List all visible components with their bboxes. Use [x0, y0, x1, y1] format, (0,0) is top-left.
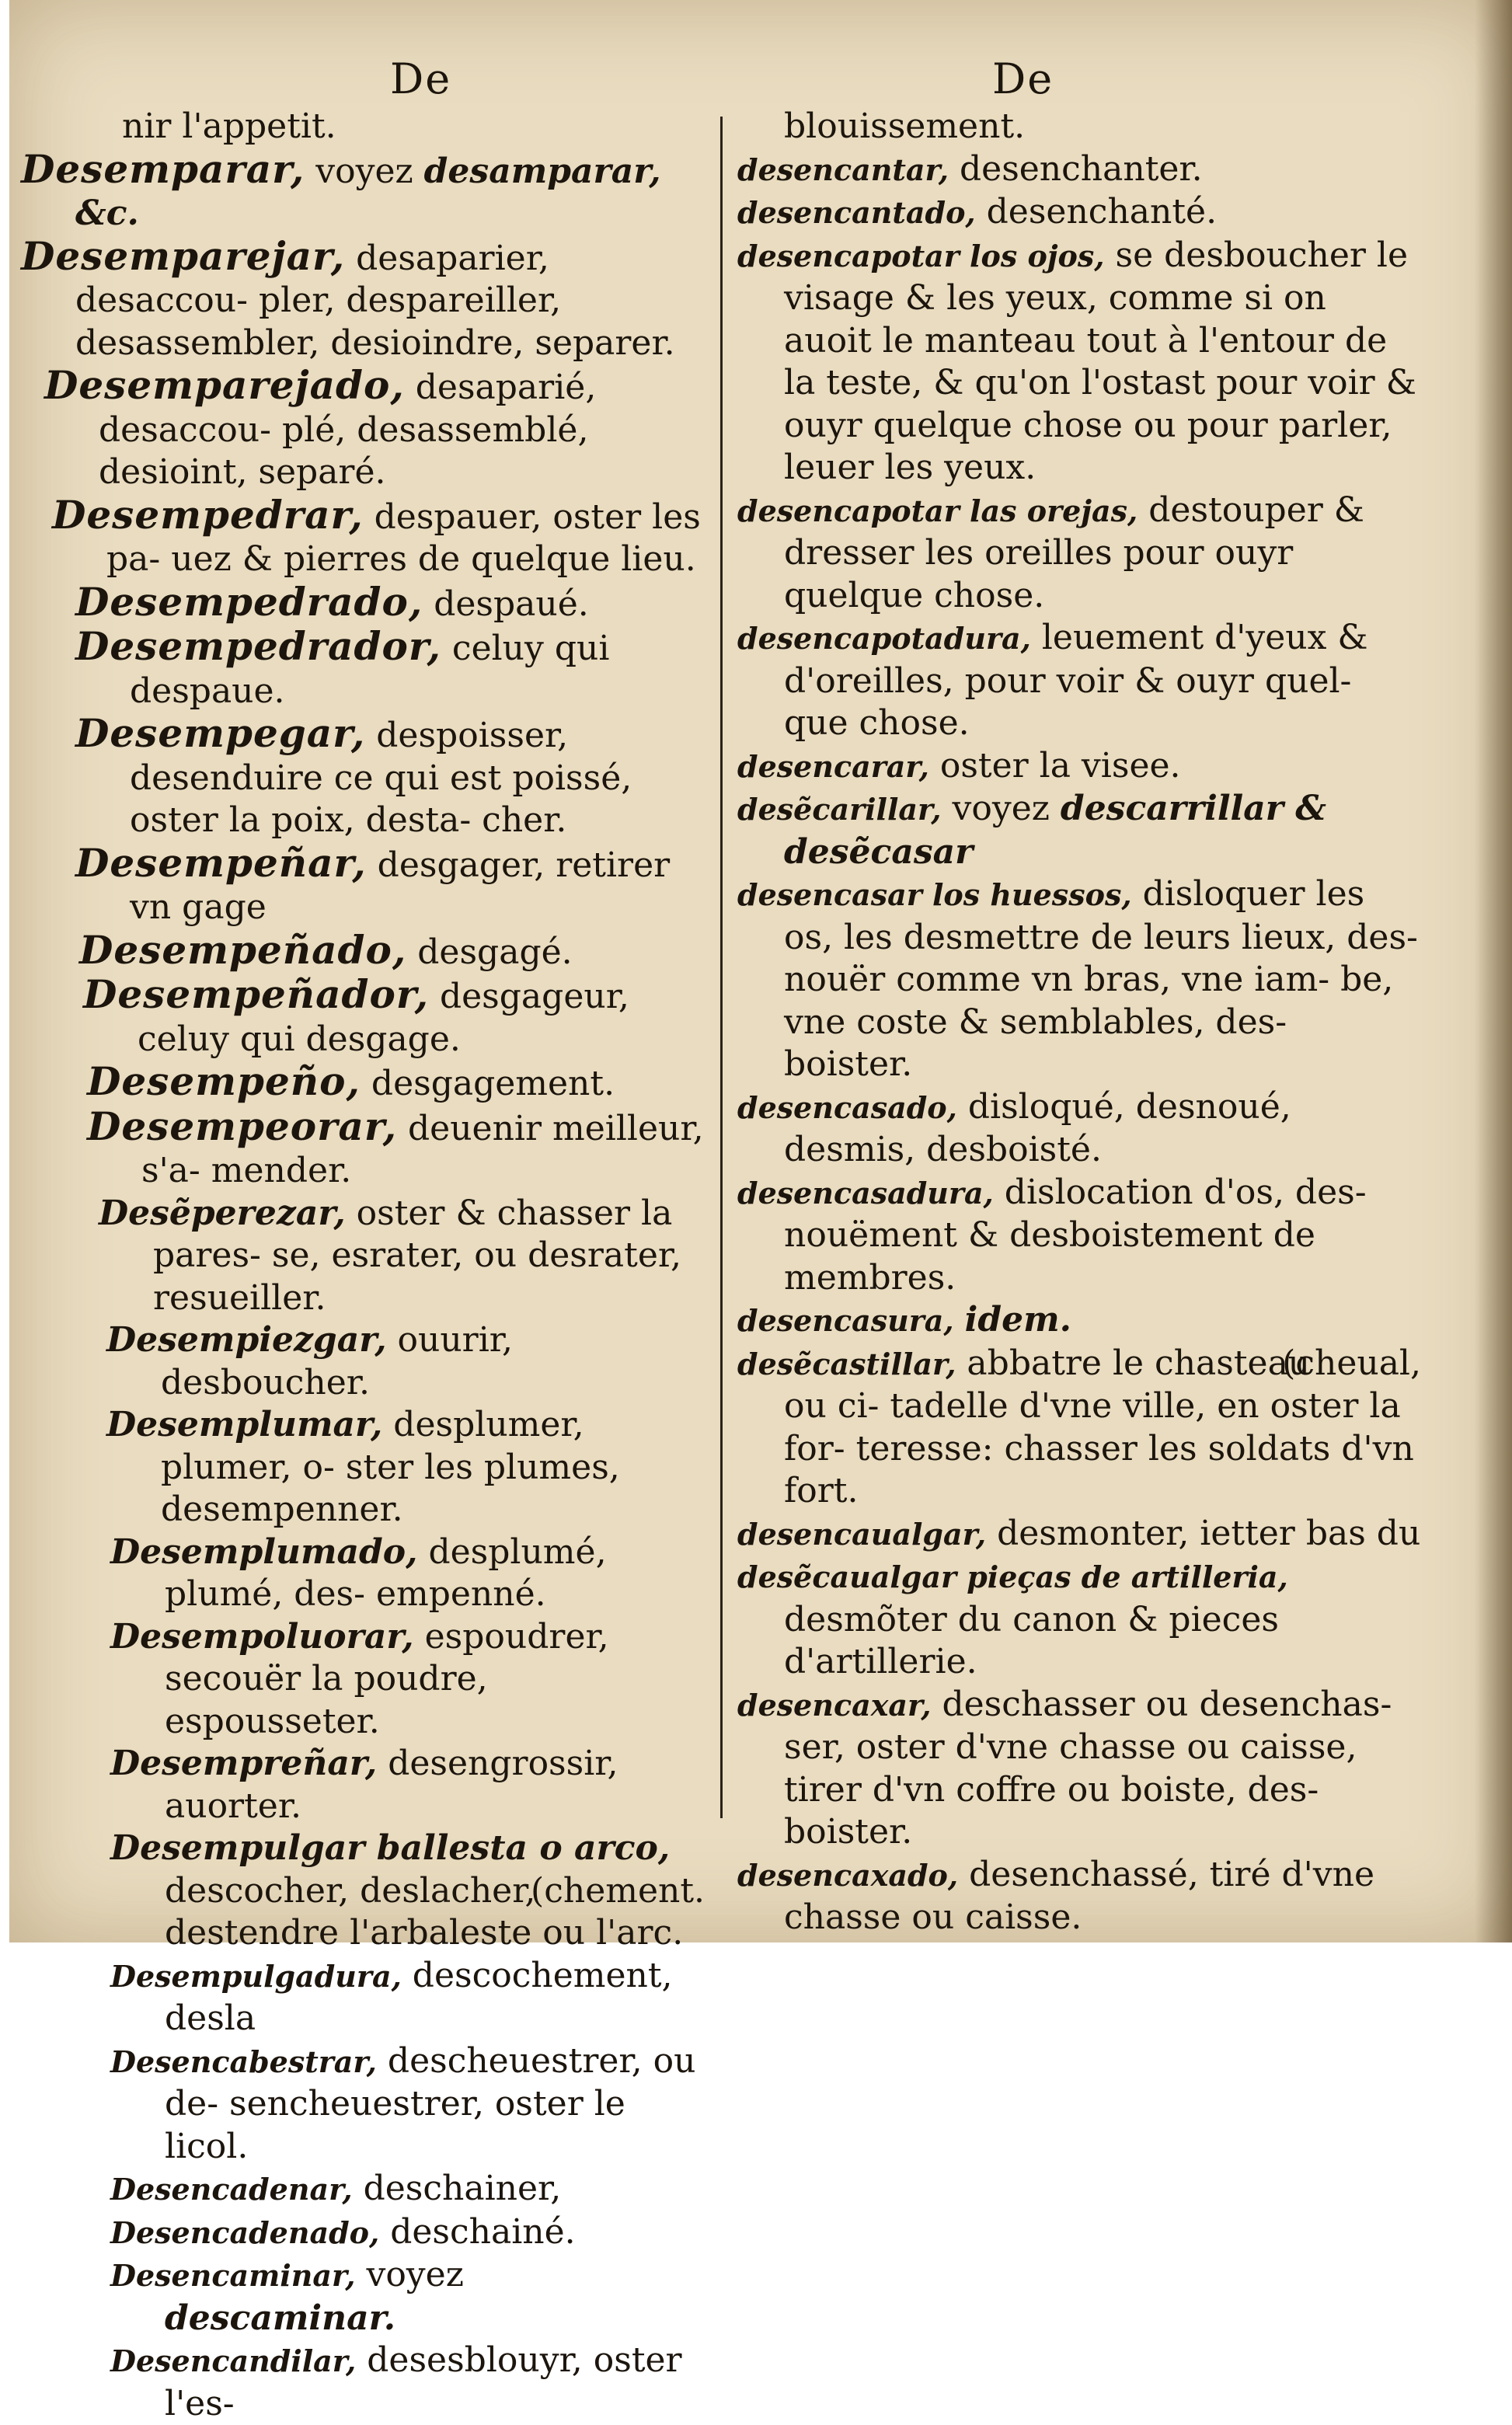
entry-headword: Desemparar,	[21, 145, 305, 192]
page-edge-shadow	[1475, 0, 1512, 1942]
entry-headword: desencasado,	[737, 1089, 957, 1125]
entry-headword: desencaxado,	[737, 1857, 959, 1893]
dictionary-entry	[21, 1058, 705, 1106]
dictionary-entry	[21, 1827, 705, 1955]
entry-definition: blouissement.	[784, 106, 1026, 146]
entry-definition: desaparier, desaccou- pler, despareiller, desassembler, desioindre, separer.	[75, 238, 675, 363]
entry-definition: espoudrer, secouër la poudre, espousseter.	[165, 1616, 609, 1741]
dictionary-entry	[737, 1343, 1421, 1513]
right-column	[737, 106, 1421, 1939]
entry-definition: desenchanté.	[975, 192, 1218, 232]
entry-definition: ouurir, desboucher.	[161, 1320, 513, 1402]
dictionary-entry	[21, 1531, 705, 1616]
dictionary-entry	[21, 2254, 705, 2340]
entry-headword: Desencadenar,	[110, 2172, 353, 2207]
entry-headword: desencarar,	[737, 748, 929, 784]
dictionary-entry	[21, 1404, 705, 1531]
entry-headword: Desempulgar ballesta o arco,	[110, 1828, 671, 1868]
dictionary-entry	[737, 1854, 1421, 1939]
entry-definition: descochement, desla	[165, 1955, 673, 2038]
book-page	[9, 0, 1512, 2423]
entry-definition: leuement d'yeux & d'oreilles, pour voir & ouyr quel- que chose.	[784, 618, 1368, 743]
entry-cross-reference: descaminar.	[165, 2298, 396, 2338]
dictionary-entry	[737, 873, 1421, 1086]
dictionary-entry	[737, 745, 1421, 789]
entry-headword: desencasadura,	[737, 1175, 994, 1211]
entry-definition: deuenir meilleur, s'a- mender.	[141, 1108, 704, 1190]
entry-definition: disloqué, desnoué, desmis, desboisté.	[784, 1086, 1291, 1169]
entry-headword: Desencadenado,	[110, 2214, 380, 2250]
entry-headword: desencaualgar,	[737, 1516, 987, 1552]
entry-definition: descocher, deslacher, destendre l'arbaleste ou l'arc.	[165, 1870, 684, 1953]
entry-definition: descheuestrer, ou de- sencheuestrer, oster le licol.	[165, 2040, 696, 2166]
entry-definition: dislocation d'os, des- nouëment & desboistement de membres.	[784, 1172, 1367, 1298]
entry-headword: Desempedrador,	[75, 623, 441, 669]
entry-definition: desaparié, desaccou- plé, desassemblé, desioint, separé.	[99, 368, 597, 492]
dictionary-entry	[737, 1513, 1421, 1556]
dictionary-entry	[737, 1556, 1421, 1684]
dictionary-entry	[21, 926, 705, 974]
entry-headword: desẽcarillar,	[737, 792, 942, 827]
entry-headword: Desencaminar,	[110, 2258, 356, 2293]
entry-definition	[954, 1300, 965, 1340]
dictionary-entry	[21, 1103, 705, 1193]
dictionary-entry	[21, 2040, 705, 2169]
entry-headword: Desempegar,	[75, 710, 366, 756]
entry-headword: Desempeño,	[87, 1058, 361, 1104]
entry-headword: desẽcaualgar pieças de artilleria,	[737, 1559, 1288, 1594]
entry-definition: despauer, oster les pa- uez & pierres de quelque lieu.	[106, 496, 701, 579]
entry-definition: oster la visee.	[928, 745, 1181, 786]
entry-definition: disloquer les os, les desmettre de leurs lieux, des- nouër comme vn bras, vne iam- be, vne coste & semblables, des- boister.	[784, 874, 1418, 1084]
dictionary-entry	[21, 1319, 705, 1404]
entry-overflow-note: (chement.	[531, 1870, 705, 1911]
dictionary-entry	[21, 2168, 705, 2211]
entry-definition: voyez	[355, 2255, 464, 2294]
dictionary-entry	[737, 490, 1421, 618]
dictionary-entry	[21, 145, 705, 235]
column-divider	[720, 117, 723, 1818]
entry-definition: destouper & dresser les oreilles pour ouyr quelque chose.	[784, 490, 1364, 615]
dictionary-entry	[737, 1299, 1421, 1343]
entry-definition: desenchanter.	[949, 148, 1203, 189]
dictionary-entry	[737, 1684, 1421, 1854]
left-column	[21, 106, 705, 2425]
entry-definition: nir l'appetit.	[122, 106, 336, 146]
dictionary-entry	[21, 106, 705, 148]
dictionary-entry	[21, 839, 705, 929]
entry-headword: Desempeñado,	[79, 926, 407, 973]
entry-definition: oster & chasser la pares- se, esrater, ou desrater, resueiller.	[153, 1193, 682, 1318]
entry-headword: desencantar,	[737, 152, 949, 187]
entry-headword: desencapotar los ojos,	[737, 238, 1105, 274]
entry-definition: desgager, retirer vn gage	[130, 845, 671, 927]
entry-headword: Desẽperezar,	[99, 1193, 346, 1233]
entry-definition: desenchassé, tiré d'vne chasse ou caisse.	[784, 1854, 1374, 1937]
entry-headword: desencapotadura,	[737, 621, 1031, 656]
dictionary-entry	[737, 617, 1421, 745]
entry-headword: Desemplumar,	[106, 1405, 383, 1444]
entry-headword: Desempeorar,	[87, 1103, 398, 1149]
dictionary-entry	[21, 1193, 705, 1320]
entry-definition: se desboucher le visage & les yeux, comme si on auoit le manteau tout à l'entour de la teste, & qu'on l'ostast pour voir & ouyr quelque chose ou pour parler, leuer les yeux.	[784, 235, 1416, 487]
entry-definition: despoisser, desenduire ce qui est poissé, oster la poix, desta- cher.	[130, 716, 632, 840]
entry-definition: desesblouyr, oster l'es-	[165, 2340, 682, 2423]
dictionary-entry	[21, 2340, 705, 2425]
entry-headword: Desempreñar,	[110, 1744, 378, 1783]
entry-definition: desplumé, plumé, des- empenné.	[165, 1531, 607, 1614]
dictionary-entry	[21, 578, 705, 626]
entry-headword: Desemplumado,	[110, 1531, 418, 1572]
entry-headword: Desempulgadura,	[110, 1958, 402, 1994]
entry-headword: Desencabestrar,	[110, 2043, 377, 2079]
entry-overflow-note: (cheual,	[1282, 1343, 1421, 1383]
entry-headword: Desempeñador,	[83, 971, 429, 1017]
entry-definition: abbatre le chasteau ou ci- tadelle d'vne ville, en oster la for- teresse: chasser les soldats d'vn fort.	[784, 1343, 1414, 1510]
dictionary-entry	[737, 106, 1421, 148]
entry-headword: Desencandilar,	[110, 2343, 357, 2378]
dictionary-entry	[737, 148, 1421, 192]
entry-cross-reference: idem.	[964, 1300, 1071, 1340]
entry-headword: Desempedrar,	[52, 491, 364, 538]
running-head-left: De	[390, 54, 452, 103]
dictionary-entry	[737, 788, 1421, 873]
entry-headword: Desemparejar,	[21, 232, 346, 279]
running-head-right: De	[992, 54, 1054, 103]
dictionary-entry	[737, 191, 1421, 235]
entry-headword: desencaxar,	[737, 1687, 932, 1723]
entry-definition: voyez	[941, 789, 1061, 828]
entry-definition: desgageur, celuy qui desgage.	[138, 977, 629, 1059]
entry-definition: celuy qui despaue.	[130, 629, 610, 711]
entry-cross-reference: descarrillar & desẽcasar	[784, 789, 1326, 872]
dictionary-entry	[21, 232, 705, 365]
entry-headword: desencasar los huessos,	[737, 877, 1132, 912]
entry-definition: voyez	[305, 151, 424, 191]
entry-definition: desgagement.	[360, 1064, 615, 1103]
dictionary-entry	[21, 2211, 705, 2255]
entry-definition: despaué.	[423, 584, 589, 624]
entry-definition: desgagé.	[406, 932, 573, 972]
entry-definition: deschainer,	[352, 2169, 562, 2208]
entry-headword: Desempedrado,	[75, 578, 423, 625]
dictionary-entry	[737, 235, 1421, 490]
entry-definition: desengrossir, auorter.	[165, 1744, 618, 1826]
dictionary-entry	[21, 625, 705, 713]
dictionary-entry	[737, 1086, 1421, 1172]
entry-definition: desmõter du canon & pieces d'artillerie.	[784, 1599, 1279, 1681]
entry-headword: Desemparejado,	[44, 362, 405, 408]
dictionary-entry	[21, 364, 705, 494]
entry-definition: deschasser ou desenchas- ser, oster d'vne chasse ou caisse, tirer d'vn coffre ou boiste, des- boister.	[784, 1684, 1392, 1852]
dictionary-entry	[21, 1616, 705, 1744]
entry-cross-reference: desamparar, &c.	[75, 151, 661, 233]
dictionary-entry	[21, 1955, 705, 2040]
entry-headword: Desempiezgar,	[106, 1320, 387, 1360]
entry-headword: desencasura,	[737, 1303, 954, 1338]
entry-definition: desmonter, ietter bas du	[986, 1513, 1421, 1553]
entry-headword: desẽcastillar,	[737, 1346, 956, 1381]
entry-headword: Desempeñar,	[75, 839, 367, 886]
entry-headword: desencantado,	[737, 195, 976, 230]
dictionary-entry	[21, 1743, 705, 1827]
dictionary-entry	[737, 1172, 1421, 1300]
entry-definition: deschainé.	[379, 2211, 576, 2252]
dictionary-entry	[21, 491, 705, 581]
entry-headword: desencapotar las orejas,	[737, 493, 1138, 528]
entry-definition: desplumer, plumer, o- ster les plumes, desempenner.	[161, 1405, 620, 1529]
entry-headword: Desempoluorar,	[110, 1616, 414, 1657]
dictionary-entry	[21, 971, 705, 1061]
dictionary-entry	[21, 710, 705, 842]
